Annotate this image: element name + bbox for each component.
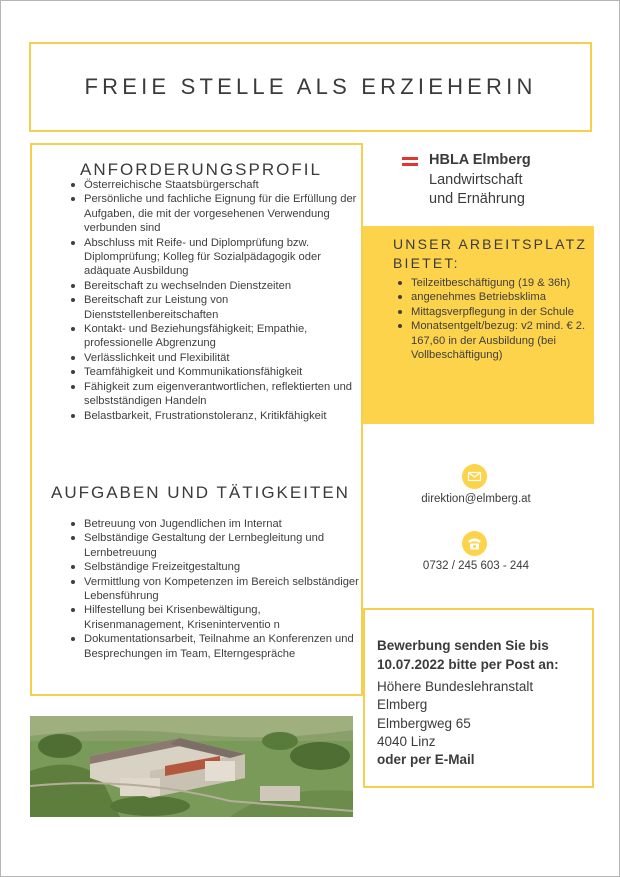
- list-item: Vermittlung von Kompetenzen im Bereich selbständiger Lebensführung: [84, 575, 363, 604]
- list-item: Persönliche und fachliche Eignung für die Erfüllung der Aufgaben, die mit der vorgesehenen Verwendung verbunden sind: [84, 192, 363, 235]
- address-line: Elmberg: [377, 697, 428, 713]
- list-item: angenehmes Betriebsklima: [411, 290, 611, 304]
- flag-stripe-bottom: [402, 163, 418, 166]
- list-item: Selbständige Gestaltung der Lernbegleitung und Lernbetreuung: [84, 531, 363, 560]
- requirements-box: [30, 143, 363, 696]
- envelope-icon: [462, 464, 487, 489]
- list-item: Betreuung von Jugendlichen im Internat: [84, 517, 363, 531]
- workplace-heading-line2: BIETET:: [393, 255, 460, 271]
- list-item: Selbständige Freizeitgestaltung: [84, 560, 363, 574]
- school-logo: [402, 152, 602, 212]
- requirements-list: [66, 178, 363, 423]
- address-line: Höhere Bundeslehranstalt: [377, 679, 534, 694]
- list-item: Fähigkeit zum eigenverantwortlichen, reflektierten und selbstständigen Handeln: [84, 380, 363, 409]
- phone-icon: [462, 531, 487, 556]
- school-name: HBLA Elmberg: [429, 152, 531, 168]
- application-line1: Bewerbung senden Sie bis: [377, 638, 549, 653]
- list-item: Dokumentationsarbeit, Teilnahme an Konferenzen und Besprechungen im Team, Elterngespräche: [84, 632, 363, 661]
- application-line2: 10.07.2022 bitte per Post an:: [377, 657, 559, 672]
- campus-aerial-photo: [30, 716, 353, 817]
- workplace-heading-line1: UNSER ARBEITSPLATZ: [393, 236, 588, 252]
- tasks-list: [66, 517, 363, 661]
- workplace-heading: [393, 235, 587, 273]
- list-item: Abschluss mit Reife- und Diplomprüfung bzw. Diplomprüfung; Kolleg für Sozialpädagogik oder adäquate Ausbildung: [84, 236, 363, 279]
- email-option: oder per E-Mail: [377, 752, 475, 768]
- requirements-heading: ANFORDERUNGSPROFIL: [80, 160, 322, 179]
- list-item: Monatsentgelt/bezug: v2 mind. € 2. 167,60 in der Ausbildung (bei Vollbeschäftigung): [411, 319, 611, 362]
- list-item: Österreichische Staatsbürgerschaft: [84, 178, 363, 192]
- workplace-box: [363, 226, 594, 424]
- school-subtitle-line2: und Ernährung: [429, 191, 525, 207]
- address-line: Elmbergweg 65: [377, 715, 471, 731]
- list-item: Bereitschaft zur Leistung von Dienststellenbereitschaften: [84, 293, 363, 322]
- tasks-heading: AUFGABEN UND TÄTIGKEITEN: [51, 483, 350, 502]
- list-item: Kontakt- und Beziehungsfähigkeit; Empathie, professionelle Abgrenzung: [84, 322, 363, 351]
- school-subtitle: [429, 171, 525, 209]
- list-item: Belastbarkeit, Frustrationstoleranz, Kritikfähigkeit: [84, 409, 363, 423]
- austria-flag-icon: [402, 157, 418, 166]
- list-item: Teamfähigkeit und Kommunikationsfähigkeit: [84, 365, 363, 379]
- list-item: Hilfestellung bei Krisenbewältigung, Krisenmanagement, Kriseninterventio n: [84, 603, 363, 632]
- email-address[interactable]: direktion@elmberg.at: [421, 493, 531, 505]
- title-box: [29, 42, 592, 132]
- list-item: Bereitschaft zu wechselnden Dienstzeiten: [84, 279, 363, 293]
- school-subtitle-line1: Landwirtschaft: [429, 172, 523, 188]
- list-item: Teilzeitbeschäftigung (19 & 36h): [411, 276, 611, 290]
- application-deadline: [377, 636, 559, 674]
- page-title: FREIE STELLE ALS ERZIEHERIN: [84, 74, 537, 99]
- list-item: Mittagsverpflegung in der Schule: [411, 305, 611, 319]
- postal-address: [377, 678, 533, 769]
- list-item: Verlässlichkeit und Flexibilität: [84, 351, 363, 365]
- phone-number[interactable]: 0732 / 245 603 - 244: [422, 560, 530, 572]
- application-box: [363, 608, 594, 788]
- address-line: 4040 Linz: [377, 733, 436, 749]
- benefits-list: [393, 276, 611, 362]
